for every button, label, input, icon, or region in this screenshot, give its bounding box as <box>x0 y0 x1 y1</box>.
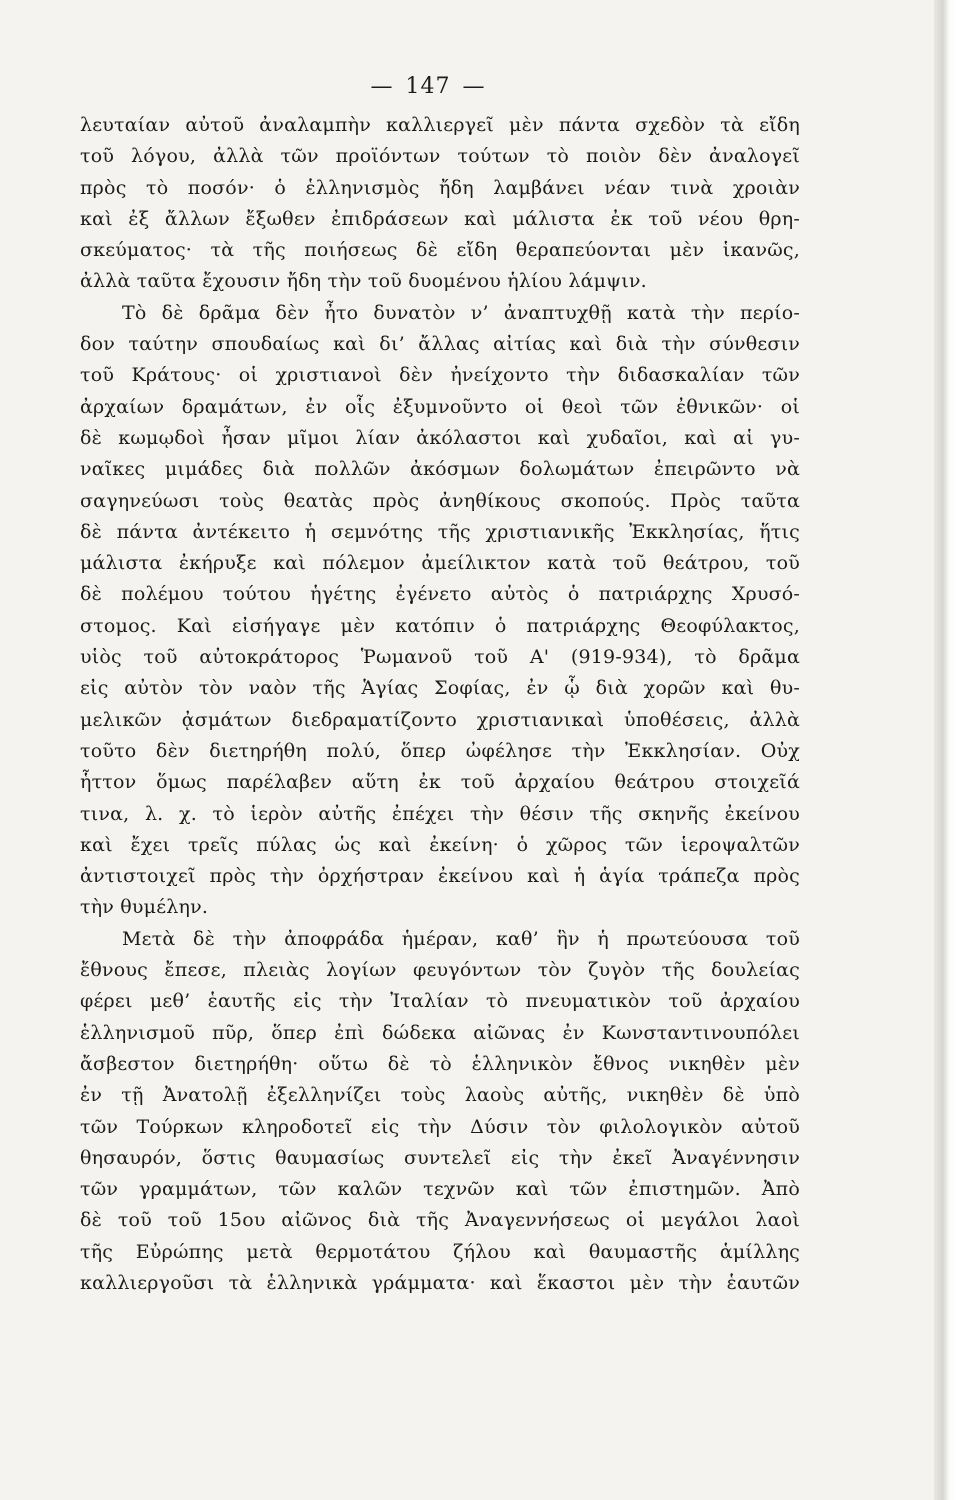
text-line: ἔθνους ἔπεσε, πλειὰς λογίων φευγόντων τὸν ζυγὸν τῆς δουλείας <box>80 959 800 982</box>
text-line: τῶν γραμμάτων, τῶν καλῶν τεχνῶν καὶ τῶν ἐπιστημῶν. Ἀπὸ <box>80 1178 800 1201</box>
text-line: δὲ κωμῳδοὶ ἦσαν μῖμοι λίαν ἀκόλαστοι καὶ χυδαῖοι, καὶ αἱ γυ- <box>80 426 800 449</box>
page-number <box>0 74 856 99</box>
text-line: καλλιεργοῦσι τὰ ἑλληνικὰ γράμματα· καὶ ἕκαστοι μὲν τὴν ἑαυτῶν <box>80 1271 800 1294</box>
page-number-value: 147 <box>405 74 451 99</box>
text-line: Τὸ δὲ δρᾶμα δὲν ἦτο δυνατὸν ν’ ἀναπτυχθῇ κατὰ τὴν περίο- <box>122 301 800 324</box>
text-line: θησαυρόν, ὅστις θαυμασίως συντελεῖ εἰς τὴν ἐκεῖ Ἀναγέννησιν <box>80 1146 800 1169</box>
text-line: δὲ πάντα ἀντέκειτο ἡ σεμνότης τῆς χριστιανικῆς Ἐκκλησίας, ἥτις <box>80 520 800 543</box>
text-line: ἧττον ὅμως παρέλαβεν αὕτη ἐκ τοῦ ἀρχαίου θεάτρου στοιχεῖά <box>80 771 800 794</box>
text-line: Μετὰ δὲ τὴν ἀποφράδα ἡμέραν, καθ’ ἣν ἡ πρωτεύουσα τοῦ <box>122 927 800 950</box>
text-line: ἀντιστοιχεῖ πρὸς τὴν ὀρχήστραν ἐκείνου καὶ ἡ ἁγία τράπεζα πρὸς <box>80 865 800 888</box>
text-line: τῆς Εὐρώπης μετὰ θερμοτάτου ζήλου καὶ θαυμαστῆς ἁμίλλης <box>80 1240 800 1263</box>
text-line: τινα, λ. χ. τὸ ἱερὸν αὐτῆς ἐπέχει τὴν θέσιν τῆς σκηνῆς ἐκείνου <box>80 802 800 825</box>
text-line: τῶν Τούρκων κληροδοτεῖ εἰς τὴν Δύσιν τὸν φιλολογικὸν αὐτοῦ <box>80 1115 800 1138</box>
text-line: μάλιστα ἐκήρυξε καὶ πόλεμον ἀμείλικτον κατὰ τοῦ θεάτρου, τοῦ <box>80 552 800 575</box>
text-line: ἐν τῇ Ἀνατολῇ ἐξελληνίζει τοὺς λαοὺς αὐτῆς, νικηθὲν δὲ ὑπὸ <box>80 1084 800 1107</box>
text-line: υἱὸς τοῦ αὐτοκράτορος Ῥωμανοῦ τοῦ Α' (919-934), τὸ δρᾶμα <box>80 646 800 669</box>
page-edge-shadow <box>934 0 956 1500</box>
text-line: ναῖκες μιμάδες διὰ πολλῶν ἀκόσμων δολωμάτων ἐπειρῶντο νὰ <box>80 458 800 481</box>
text-body <box>80 110 800 1299</box>
text-line: δὲ τοῦ τοῦ 15ου αἰῶνος διὰ τῆς Ἀναγεννήσεως οἱ μεγάλοι λαοὶ <box>80 1209 800 1232</box>
text-line: ἀλλὰ ταῦτα ἔχουσιν ἤδη τὴν τοῦ δυομένου ἡλίου λάμψιν. <box>80 270 647 293</box>
text-line: εἰς αὐτὸν τὸν ναὸν τῆς Ἁγίας Σοφίας, ἐν ᾧ διὰ χορῶν καὶ θυ- <box>80 677 800 700</box>
text-line: φέρει μεθ’ ἑαυτῆς εἰς τὴν Ἰταλίαν τὸ πνευματικὸν τοῦ ἀρχαίου <box>80 990 800 1013</box>
text-line: καὶ ἔχει τρεῖς πύλας ὡς καὶ ἐκείνη· ὁ χῶρος τῶν ἱεροψαλτῶν <box>80 833 800 856</box>
text-line: σαγηνεύωσι τοὺς θεατὰς πρὸς ἀνηθίκους σκοπούς. Πρὸς ταῦτα <box>80 489 800 512</box>
page-number-dash-right: — <box>462 74 486 99</box>
text-line: δον ταύτην σπουδαίως καὶ δι’ ἄλλας αἰτίας καὶ διὰ τὴν σύνθεσιν <box>80 333 800 356</box>
text-line: ἑλληνισμοῦ πῦρ, ὅπερ ἐπὶ δώδεκα αἰῶνας ἐν Κωνσταντινουπόλει <box>80 1021 800 1044</box>
text-line: μελικῶν ᾀσμάτων διεδραματίζοντο χριστιανικαὶ ὑποθέσεις, ἀλλὰ <box>80 708 800 731</box>
text-line: πρὸς τὸ ποσόν· ὁ ἑλληνισμὸς ἤδη λαμβάνει νέαν τινὰ χροιὰν <box>80 176 800 199</box>
text-line: τοῦτο δὲν διετηρήθη πολύ, ὅπερ ὠφέλησε τὴν Ἐκκλησίαν. Οὐχ <box>80 739 800 762</box>
text-line: δὲ πολέμου τούτου ἡγέτης ἐγένετο αὐτὸς ὁ πατριάρχης Χρυσό- <box>80 583 800 606</box>
text-line: τοῦ λόγου, ἀλλὰ τῶν προϊόντων τούτων τὸ ποιὸν δὲν ἀναλογεῖ <box>80 145 800 168</box>
text-line: τοῦ Κράτους· οἱ χριστιανοὶ δὲν ἠνείχοντο τὴν διδασκαλίαν τῶν <box>80 364 800 387</box>
text-line: ἀρχαίων δραμάτων, ἐν οἷς ἐξυμνοῦντο οἱ θεοὶ τῶν ἐθνικῶν· οἱ <box>80 395 800 418</box>
page-number-dash-left: — <box>370 74 394 99</box>
text-line: σκεύματος· τὰ τῆς ποιήσεως δὲ εἴδη θεραπεύονται μὲν ἱκανῶς, <box>80 239 800 262</box>
text-line: λευταίαν αὐτοῦ ἀναλαμπὴν καλλιεργεῖ μὲν πάντα σχεδὸν τὰ εἴδη <box>80 114 800 136</box>
text-line: ἄσβεστον διετηρήθη· οὕτω δὲ τὸ ἑλληνικὸν ἔθνος νικηθὲν μὲν <box>80 1052 800 1075</box>
text-line: τὴν θυμέλην. <box>80 896 209 919</box>
text-line: καὶ ἐξ ἄλλων ἔξωθεν ἐπιδράσεων καὶ μάλιστα ἐκ τοῦ νέου θρη- <box>80 207 800 230</box>
text-line: στομος. Καὶ εἰσήγαγε μὲν κατόπιν ὁ πατριάρχης Θεοφύλακτος, <box>80 614 800 637</box>
